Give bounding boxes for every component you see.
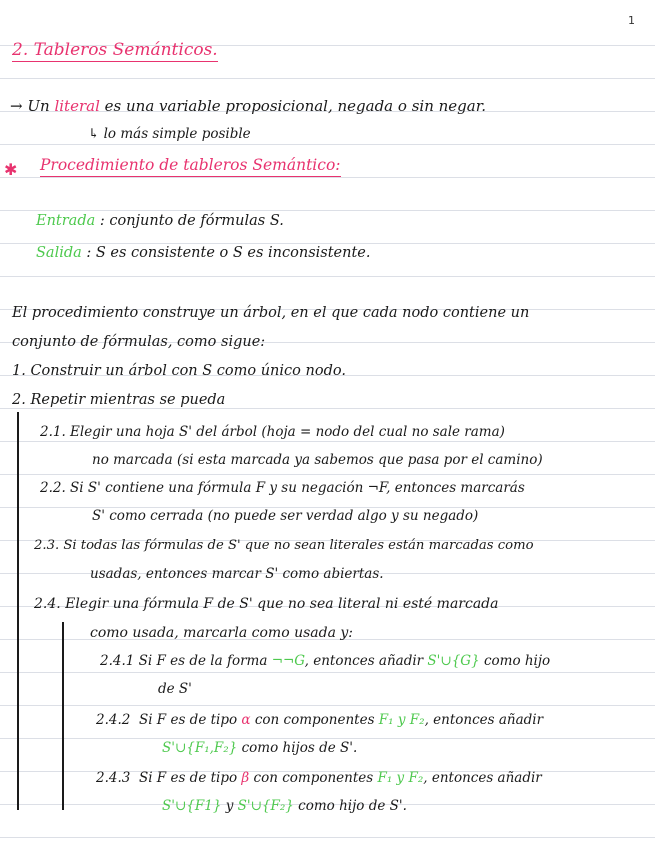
step-2-3-line-2: usadas, entonces marcar S' como abiertas. xyxy=(90,566,384,582)
input-line xyxy=(36,213,284,229)
step-2-4-2-set: S'∪{F₁,F₂} xyxy=(162,740,238,756)
step-2-2-line-1: 2.2. Si S' contiene una fórmula F y su negación ¬F, entonces marcarás xyxy=(40,480,525,496)
step-2-1-line-2: no marcada (si esta marcada ya sabemos que pasa por el camino) xyxy=(92,452,543,468)
alpha-symbol: α xyxy=(241,712,251,728)
step-2-4-2-line-2-post: como hijos de S'. xyxy=(241,740,358,756)
step-2-4-3-components: F₁ y F₂ xyxy=(377,770,424,786)
step-2-4-3-set-1: S'∪{F1} xyxy=(162,798,222,814)
description-line-2: conjunto de fórmulas, como sigue: xyxy=(12,334,266,350)
literal-note xyxy=(88,126,251,142)
asterisk-icon: ✱ xyxy=(4,160,18,179)
literal-definition-text: es una variable proposicional, negada o sin negar. xyxy=(104,97,486,115)
step-2-4-3-line-1 xyxy=(96,770,542,786)
step-2-4-3-mid: con componentes xyxy=(253,770,374,786)
step-2-4-1-set: S'∪{G} xyxy=(427,653,480,669)
page-number: 1 xyxy=(628,14,635,27)
step-2-4-2-components: F₁ y F₂ xyxy=(378,712,425,728)
literal-prefix: Un xyxy=(27,97,50,115)
beta-symbol: β xyxy=(241,770,250,786)
step-2-4-1-mid: , entonces añadir xyxy=(304,653,424,669)
output-text: : S es consistente o S es inconsistente. xyxy=(86,245,371,261)
arrow-icon: → xyxy=(10,97,23,115)
step-2-4-2-mid: con componentes xyxy=(254,712,375,728)
step-2-1-line-1: 2.1. Elegir una hoja S' del árbol (hoja = nodo del cual no sale rama) xyxy=(40,424,505,440)
step-2-4-3-post: , entonces añadir xyxy=(423,770,542,786)
step-2-4-2-line-2 xyxy=(162,740,357,756)
step-2-4-line-1: 2.4. Elegir una fórmula F de S' que no sea literal ni esté marcada xyxy=(34,596,499,612)
step-2-4-1-line-2: de S' xyxy=(158,681,192,697)
input-text: : conjunto de fórmulas S. xyxy=(99,213,284,229)
step-2-4-3-and: y xyxy=(225,798,234,814)
step-2-4-2-number: 2.4.2 xyxy=(96,712,131,728)
step-2-4-3-line-2 xyxy=(162,798,407,814)
sub-arrow-icon: ↳ xyxy=(88,126,100,142)
step-2-3-line-1: 2.3. Si todas las fórmulas de S' que no sean literales están marcadas como xyxy=(34,538,534,553)
step-2-4-3-number: 2.4.3 xyxy=(96,770,131,786)
section-title: 2. Tableros Semánticos. xyxy=(12,40,218,60)
double-negation-formula: ¬¬G xyxy=(271,653,305,669)
step-2-4-3-line-2-post: como hijo de S'. xyxy=(298,798,407,814)
step-2-4-2-pre: Si F es de tipo xyxy=(138,712,238,728)
step-2-bracket xyxy=(17,412,19,810)
input-label: Entrada xyxy=(36,213,96,229)
description-line-1: El procedimiento construye un árbol, en el que cada nodo contiene un xyxy=(12,305,530,321)
step-1: 1. Construir un árbol con S como único nodo. xyxy=(12,363,346,379)
output-label: Salida xyxy=(36,245,82,261)
step-2-4-2-line-1 xyxy=(96,712,543,728)
step-2-4-1-pre: Si F es de la forma xyxy=(138,653,268,669)
step-2-4-1-line-1 xyxy=(100,653,550,669)
output-line xyxy=(36,245,371,261)
literal-definition xyxy=(10,97,486,115)
step-2-4-2-post: , entonces añadir xyxy=(424,712,544,728)
step-2-4-3-pre: Si F es de tipo xyxy=(138,770,238,786)
literal-keyword: literal xyxy=(54,97,100,115)
procedure-title: Procedimiento de tableros Semántico: xyxy=(40,156,341,177)
step-2-4-1-post: como hijo xyxy=(483,653,551,669)
step-2-4-1-number: 2.4.1 xyxy=(100,653,135,669)
step-2-4-line-2: como usada, marcarla como usada y: xyxy=(90,625,354,641)
step-2: 2. Repetir mientras se pueda xyxy=(12,392,226,408)
step-2-2-line-2: S' como cerrada (no puede ser verdad algo y su negado) xyxy=(92,508,479,524)
step-2-4-bracket xyxy=(62,622,64,810)
literal-note-text: lo más simple posible xyxy=(103,126,251,142)
step-2-4-3-set-2: S'∪{F₂} xyxy=(237,798,294,814)
